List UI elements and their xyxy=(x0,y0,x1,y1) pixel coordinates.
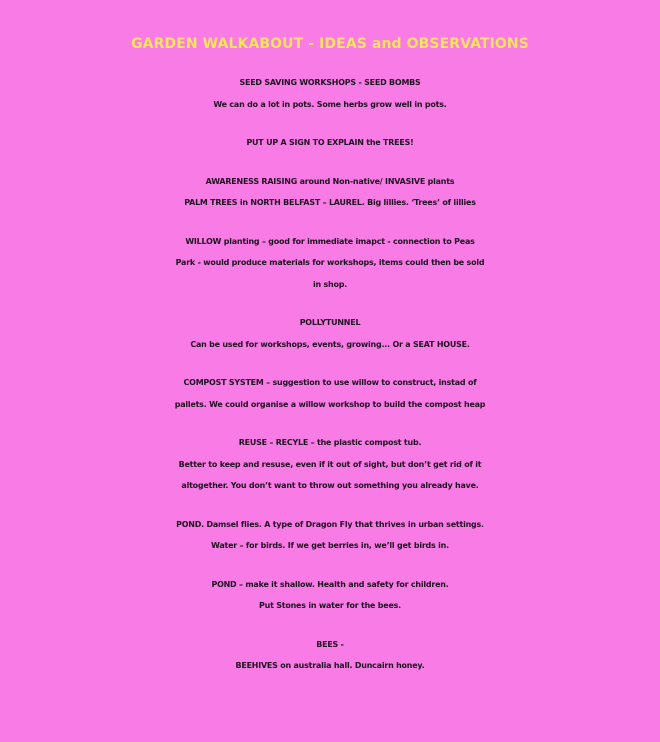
section-line: Put Stones in water for the bees. xyxy=(259,601,401,610)
section-line: Park - would produce materials for workshops, items could then be sold xyxy=(175,258,485,267)
section-pollytunnel xyxy=(0,312,660,355)
section-line: Water – for birds. If we get berries in, we’ll get birds in. xyxy=(211,541,449,550)
section-pond-flies xyxy=(0,514,660,557)
section-reuse xyxy=(0,432,660,497)
section-line: POND. Damsel flies. A type of Dragon Fly that thrives in urban settings. xyxy=(176,519,484,529)
section-line: POLLYTUNNEL xyxy=(299,318,361,327)
section-compost xyxy=(0,372,660,415)
section-pond-safety xyxy=(0,574,660,617)
section-awareness xyxy=(0,171,660,214)
section-line: COMPOST SYSTEM – suggestion to use willow to construct, instad of xyxy=(183,378,477,387)
section-willow xyxy=(0,231,660,296)
section-line: AWARENESS RAISING around Non-native/ INVASIVE plants xyxy=(205,176,455,186)
section-line: WILLOW planting – good for immediate imapct - connection to Peas xyxy=(185,236,475,246)
page-title: GARDEN WALKABOUT - IDEAS and OBSERVATIONS xyxy=(131,36,529,52)
section-line: pallets. We could organise a willow workshop to build the compost heap xyxy=(174,399,486,409)
section-line: Better to keep and resuse, even if it out of sight, but don’t get rid of it xyxy=(178,459,482,469)
section-line: SEED SAVING WORKSHOPS - SEED BOMBS xyxy=(239,78,421,87)
section-line: Can be used for workshops, events, growing... Or a SEAT HOUSE. xyxy=(190,339,470,349)
section-line: BEEHIVES on australia hall. Duncairn honey. xyxy=(235,661,425,670)
section-line: PALM TREES in NORTH BELFAST – LAUREL. Big lillies. ‘Trees’ of lillies xyxy=(184,198,476,207)
section-line: PUT UP A SIGN TO EXPLAIN the TREES! xyxy=(246,138,414,147)
section-line: We can do a lot in pots. Some herbs grow well in pots. xyxy=(213,99,447,109)
section-sign-trees xyxy=(0,132,660,154)
section-line: in shop. xyxy=(312,279,348,289)
section-seed-saving xyxy=(0,72,660,115)
section-line: altogether. You don’t want to throw out something you already have. xyxy=(181,481,479,490)
section-line: REUSE – RECYLE – the plastic compost tub. xyxy=(238,438,422,447)
section-bees xyxy=(0,634,660,677)
section-line: BEES - xyxy=(316,639,344,649)
section-line: POND – make it shallow. Health and safety for children. xyxy=(211,579,449,589)
